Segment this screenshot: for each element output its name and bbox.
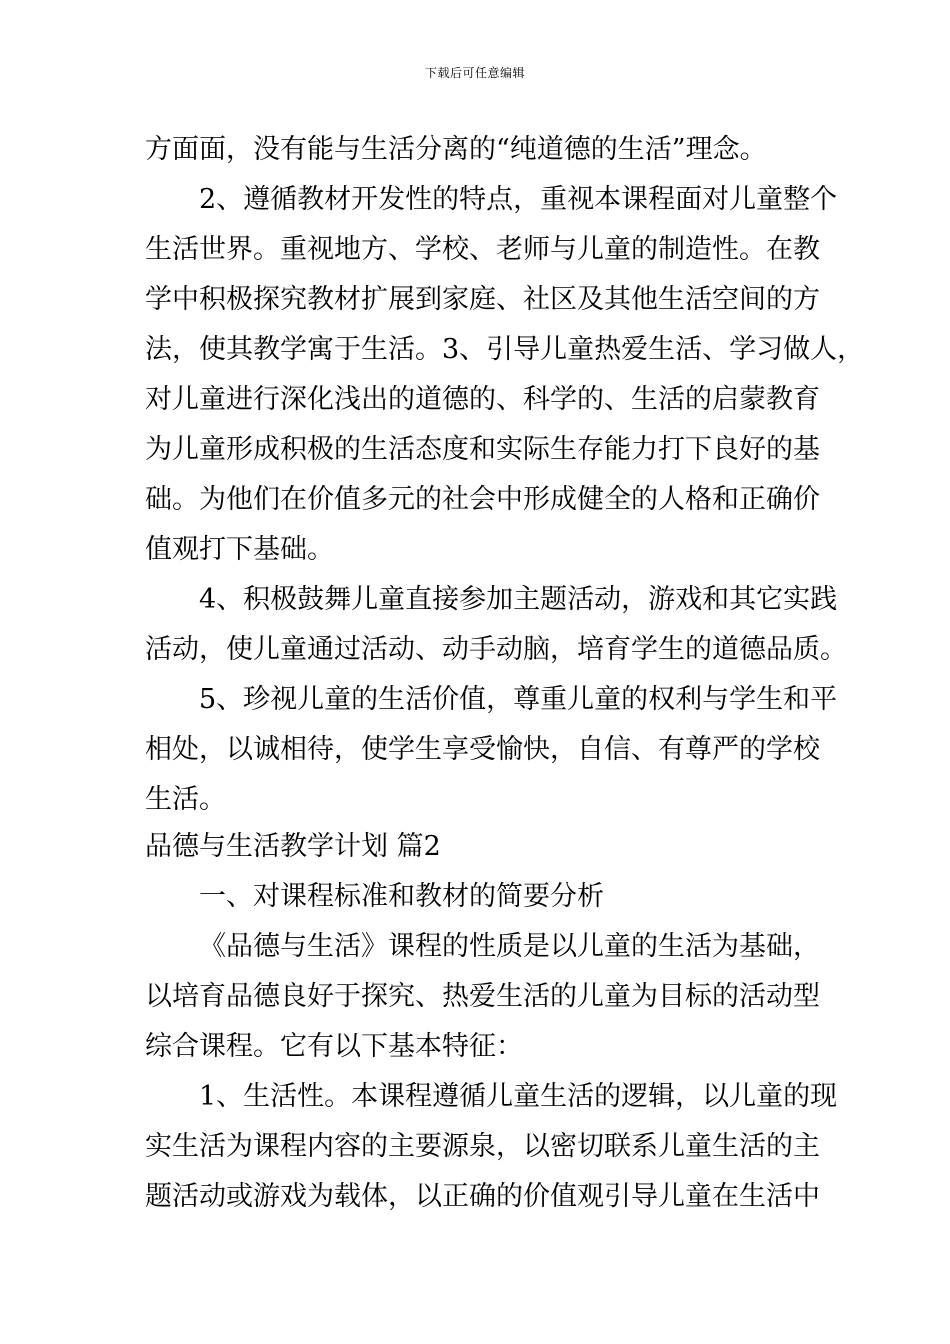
page-header-note: 下载后可任意编辑	[424, 66, 525, 80]
text-line: 题活动或游戏为载体，以正确的价值观引导儿童在生活中	[145, 1181, 820, 1212]
text-line: 以培育品德良好于探究、热爱生活的儿童为目标的活动型	[145, 981, 820, 1012]
text-line: 生活。	[145, 784, 226, 815]
text-line: 值观打下基础。	[145, 534, 334, 565]
text-line: 1、生活性。本课程遵循儿童生活的逻辑，以儿童的现	[199, 1081, 838, 1112]
text-line: 5、珍视儿童的生活价值，尊重儿童的权利与学生和平	[199, 684, 838, 715]
text-line: 为儿童形成积极的生活态度和实际生存能力打下良好的基	[145, 434, 820, 465]
text-line: 实生活为课程内容的主要源泉，以密切联系儿童生活的主	[145, 1131, 820, 1162]
text-line: 综合课程。它有以下基本特征：	[145, 1031, 523, 1062]
subsection-heading: 一、对课程标准和教材的简要分析	[199, 881, 604, 912]
text-line: 4、积极鼓舞儿童直接参加主题活动，游戏和其它实践	[199, 584, 838, 615]
text-line: 对儿童进行深化浅出的道德的、科学的、生活的启蒙教育	[145, 384, 820, 415]
text-line: 础。为他们在价值多元的社会中形成健全的人格和正确价	[145, 484, 820, 515]
text-line: 2、遵循教材开发性的特点，重视本课程面对儿童整个	[199, 184, 838, 215]
text-line: 方面面，没有能与生活分离的“纯道德的生活”理念。	[145, 134, 767, 165]
text-line: 《品德与生活》课程的性质是以儿童的生活为基础，	[199, 931, 820, 962]
text-line: 学中积极探究教材扩展到家庭、社区及其他生活空间的方	[145, 284, 820, 315]
section-heading: 品德与生活教学计划 篇2	[145, 831, 441, 862]
text-line: 法，使其教学寓于生活。3、引导儿童热爱生活、学习做人，	[145, 334, 865, 365]
text-line: 相处，以诚相待，使学生享受愉快，自信、有尊严的学校	[145, 734, 820, 765]
text-line: 活动，使儿童通过活动、动手动脑，培育学生的道德品质。	[145, 634, 847, 665]
text-line: 生活世界。重视地方、学校、老师与儿童的制造性。在教	[145, 234, 820, 265]
